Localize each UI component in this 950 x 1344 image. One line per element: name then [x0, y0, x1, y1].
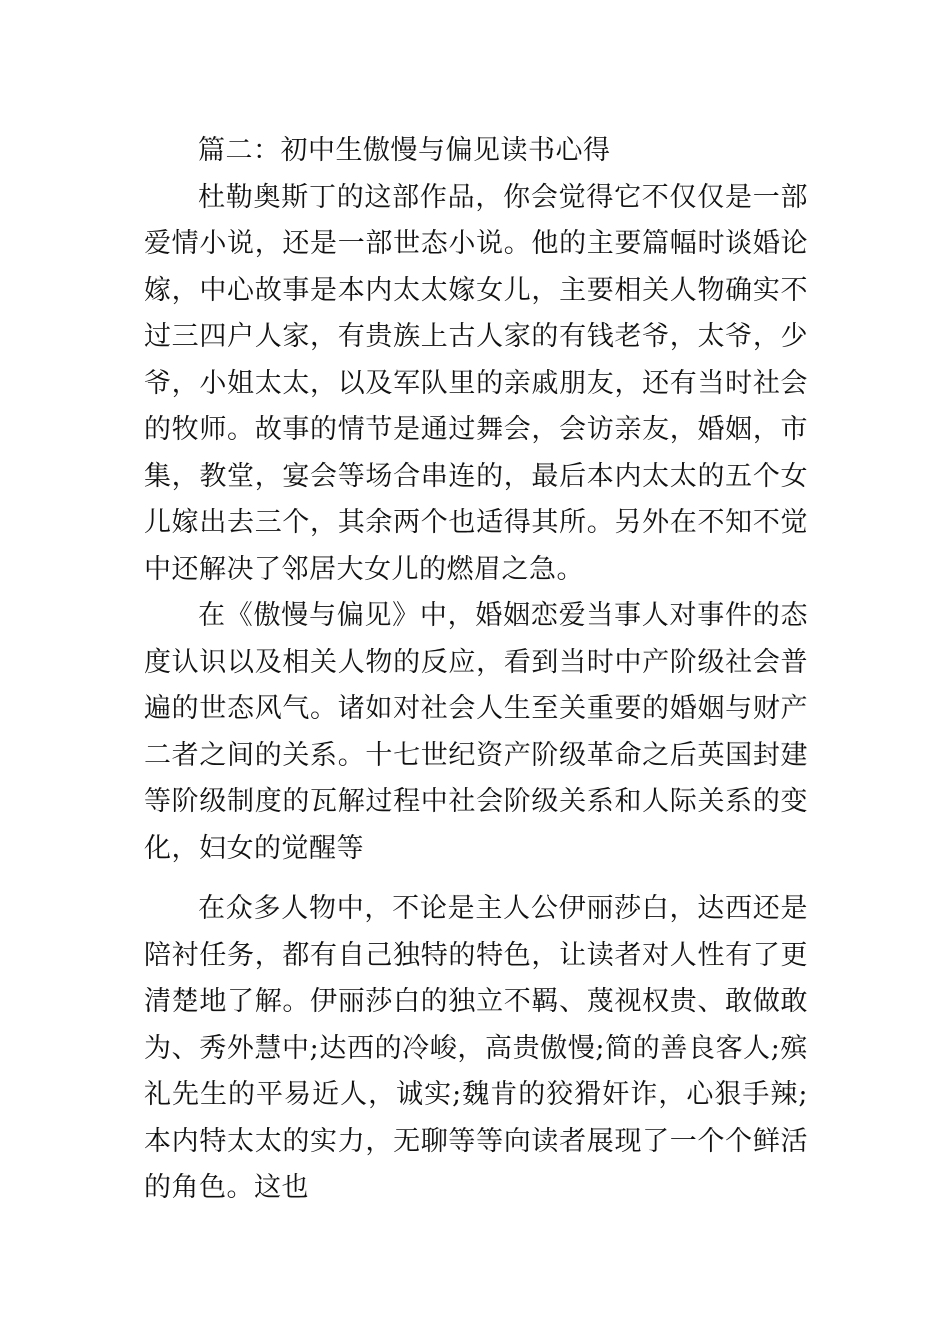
- paragraph-social-context: 在《傲慢与偏见》中，婚姻恋爱当事人对事件的态度认识以及相关人物的反应，看到当时中产阶级社会普遍的世态风气。诸如对社会人生至关重要的婚姻与财产二者之间的关系。十七世纪资产阶级革命之后英国封建等阶级制度的瓦解过程中社会阶级关系和人际关系的变化，妇女的觉醒等: [144, 600, 808, 864]
- document-page: [144, 128, 808, 1212]
- section-heading: 篇二：初中生傲慢与偏见读书心得: [198, 135, 611, 166]
- paragraph-spacer: [144, 872, 808, 886]
- paragraph-plot-summary: 杜勒奥斯丁的这部作品，你会觉得它不仅仅是一部爱情小说，还是一部世态小说。他的主要篇幅时谈婚论嫁，中心故事是本内太太嫁女儿，主要相关人物确实不过三四户人家，有贵族上古人家的有钱老爷，太爷，少爷，小姐太太，以及军队里的亲戚朋友，还有当时社会的牧师。故事的情节是通过舞会，会访亲友，婚姻，市集，教堂，宴会等场合串连的，最后本内太太的五个女儿嫁出去三个，其余两个也适得其所。另外在不知不觉中还解决了邻居大女儿的燃眉之急。: [144, 181, 808, 585]
- paragraph-characters: 在众多人物中，不论是主人公伊丽莎白，达西还是陪衬任务，都有自己独特的特色，让读者对人性有了更清楚地了解。伊丽莎白的独立不羁、蔑视权贵、敢做敢为、秀外慧中;达西的冷峻，高贵傲慢;简的善良客人;殡礼先生的平易近人，诚实;魏肯的狡猾奸诈，心狠手辣;本内特太太的实力，无聊等等向读者展现了一个个鲜活的角色。这也: [144, 893, 808, 1203]
